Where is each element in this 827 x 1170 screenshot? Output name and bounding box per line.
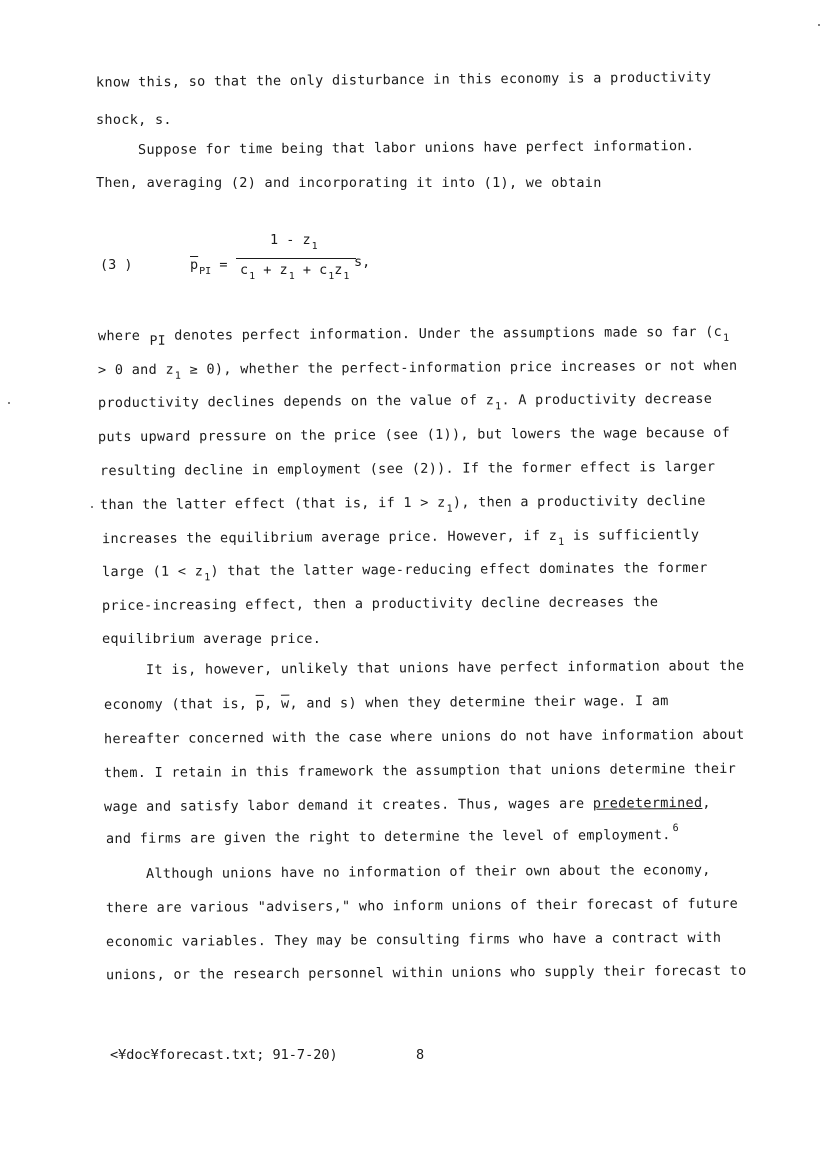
- scan-speck: [8, 402, 10, 404]
- text-line: [106, 930, 721, 950]
- text: than the latter effect (that is, if 1 > z: [99, 494, 446, 514]
- text: price-increasing effect, then a productivity decline decreases the: [101, 594, 659, 614]
- footer-source: <¥doc¥forecast.txt; 91-7-20): [110, 1047, 338, 1063]
- p-bar: $\overline{p}$: [190, 257, 199, 273]
- equation-numerator: [270, 232, 318, 252]
- subscript: 1: [343, 271, 350, 282]
- scan-speck: [818, 24, 820, 26]
- text: It is, however, unlikely that unions have perfect information about the: [145, 657, 745, 679]
- underlined-term: predetermined: [592, 794, 703, 812]
- subscript: 1: [558, 536, 565, 548]
- text: ,: [702, 794, 711, 811]
- text-line: [97, 357, 738, 382]
- text-line: [100, 493, 706, 513]
- text: hereafter concerned with the case where unions do not have information about: [103, 726, 745, 748]
- text: economic variables. They may be consulting firms who have a contract with: [105, 929, 722, 951]
- text: is sufficiently: [564, 526, 700, 544]
- text: 1 - z: [270, 232, 311, 248]
- subscript: PI: [149, 333, 166, 349]
- text: + z: [255, 262, 288, 278]
- text: shock, s.: [96, 112, 172, 128]
- text: ), then a productivity decline: [452, 492, 706, 511]
- text-line: [104, 761, 736, 781]
- page-number: 8: [416, 1047, 425, 1063]
- text-line: [106, 963, 747, 983]
- text: , and s) when they determine their wage. I am: [289, 693, 669, 712]
- text: Suppose for time being that labor unions have perfect information.: [137, 138, 695, 158]
- text-line: [106, 896, 738, 916]
- text: where: [97, 327, 141, 345]
- subscript: 1: [495, 401, 502, 413]
- text: unions, or the research personnel within unions who supply their forecast to: [105, 962, 747, 984]
- p-bar: $\overline{p}$: [255, 695, 265, 712]
- text: equilibrium average price.: [102, 631, 322, 647]
- text-line: [105, 823, 679, 847]
- text-line: [138, 138, 694, 158]
- equation-lhs: [190, 257, 228, 277]
- text-line: [102, 631, 321, 647]
- text: know this, so that the only disturbance in this economy is a productivity: [95, 69, 712, 91]
- text: and firms are given the right to determine the level of employment.: [105, 827, 671, 847]
- text: Then, averaging (2) and incorporating it into (1), we obtain: [96, 175, 602, 191]
- text: denotes perfect information. Under the assumptions made so far (c: [165, 323, 723, 344]
- text: economy (that is,: [103, 695, 256, 713]
- footnote-marker: 6: [672, 823, 679, 835]
- equation-denominator: [240, 262, 350, 282]
- equals-sign: =: [219, 257, 228, 273]
- text: them. I retain in this framework the assumption that unions determine their: [103, 760, 737, 782]
- text-line: [102, 594, 658, 614]
- text: wage and satisfy labor demand it creates. Thus, wages are: [103, 795, 593, 816]
- w-bar: $\overline{w}$: [280, 695, 290, 712]
- subscript: 1: [288, 271, 295, 282]
- text: puts upward pressure on the price (see (1)), but lowers the wage because of: [97, 424, 731, 446]
- text-line: [104, 727, 745, 747]
- equation-number: (3 ): [100, 257, 133, 273]
- text: Although unions have no information of their own about the economy,: [145, 862, 711, 882]
- text-line: [104, 693, 669, 713]
- text-line: [96, 175, 602, 191]
- equation-tail: s,: [354, 254, 371, 270]
- equation-3: [190, 232, 390, 284]
- text: ≥ 0), whether the perfect-information price increases or not when: [181, 357, 738, 378]
- text-line: [96, 112, 172, 128]
- text: resulting decline in employment (see (2)). If the former effect is larger: [99, 458, 716, 480]
- text: > 0 and z: [97, 361, 174, 379]
- subscript: PI: [199, 266, 212, 277]
- text-line: [98, 391, 712, 411]
- subscript: 1: [204, 572, 211, 584]
- text-line: [98, 425, 730, 445]
- text: ,: [264, 695, 282, 712]
- text-line: [101, 559, 708, 584]
- subscript: 1: [328, 271, 335, 282]
- text-line: [97, 323, 730, 349]
- text: ) that the latter wage-reducing effect dominates the former: [210, 559, 708, 580]
- text: . A productivity decrease: [501, 390, 713, 409]
- text: productivity declines depends on the value of z: [97, 392, 495, 412]
- text: increases the equilibrium average price. However, if z: [101, 527, 558, 548]
- text-line: [100, 459, 715, 479]
- text: z: [334, 262, 343, 278]
- fraction-bar: [236, 258, 356, 259]
- text: there are various "advisers," who inform unions of their forecast of future: [105, 895, 739, 917]
- text-line: [96, 69, 711, 90]
- subscript: 1: [446, 503, 453, 515]
- scan-speck: [91, 506, 93, 508]
- subscript: 1: [249, 271, 256, 282]
- subscript: 1: [311, 241, 318, 252]
- text: c: [240, 262, 249, 278]
- text-line: [104, 795, 711, 815]
- text: + c: [294, 262, 328, 278]
- subscript: 1: [174, 370, 182, 382]
- text: large (1 < z: [101, 563, 204, 581]
- text-line: [146, 862, 711, 882]
- subscript: 1: [723, 332, 730, 344]
- text-line: [102, 527, 699, 547]
- text-line: [146, 658, 744, 678]
